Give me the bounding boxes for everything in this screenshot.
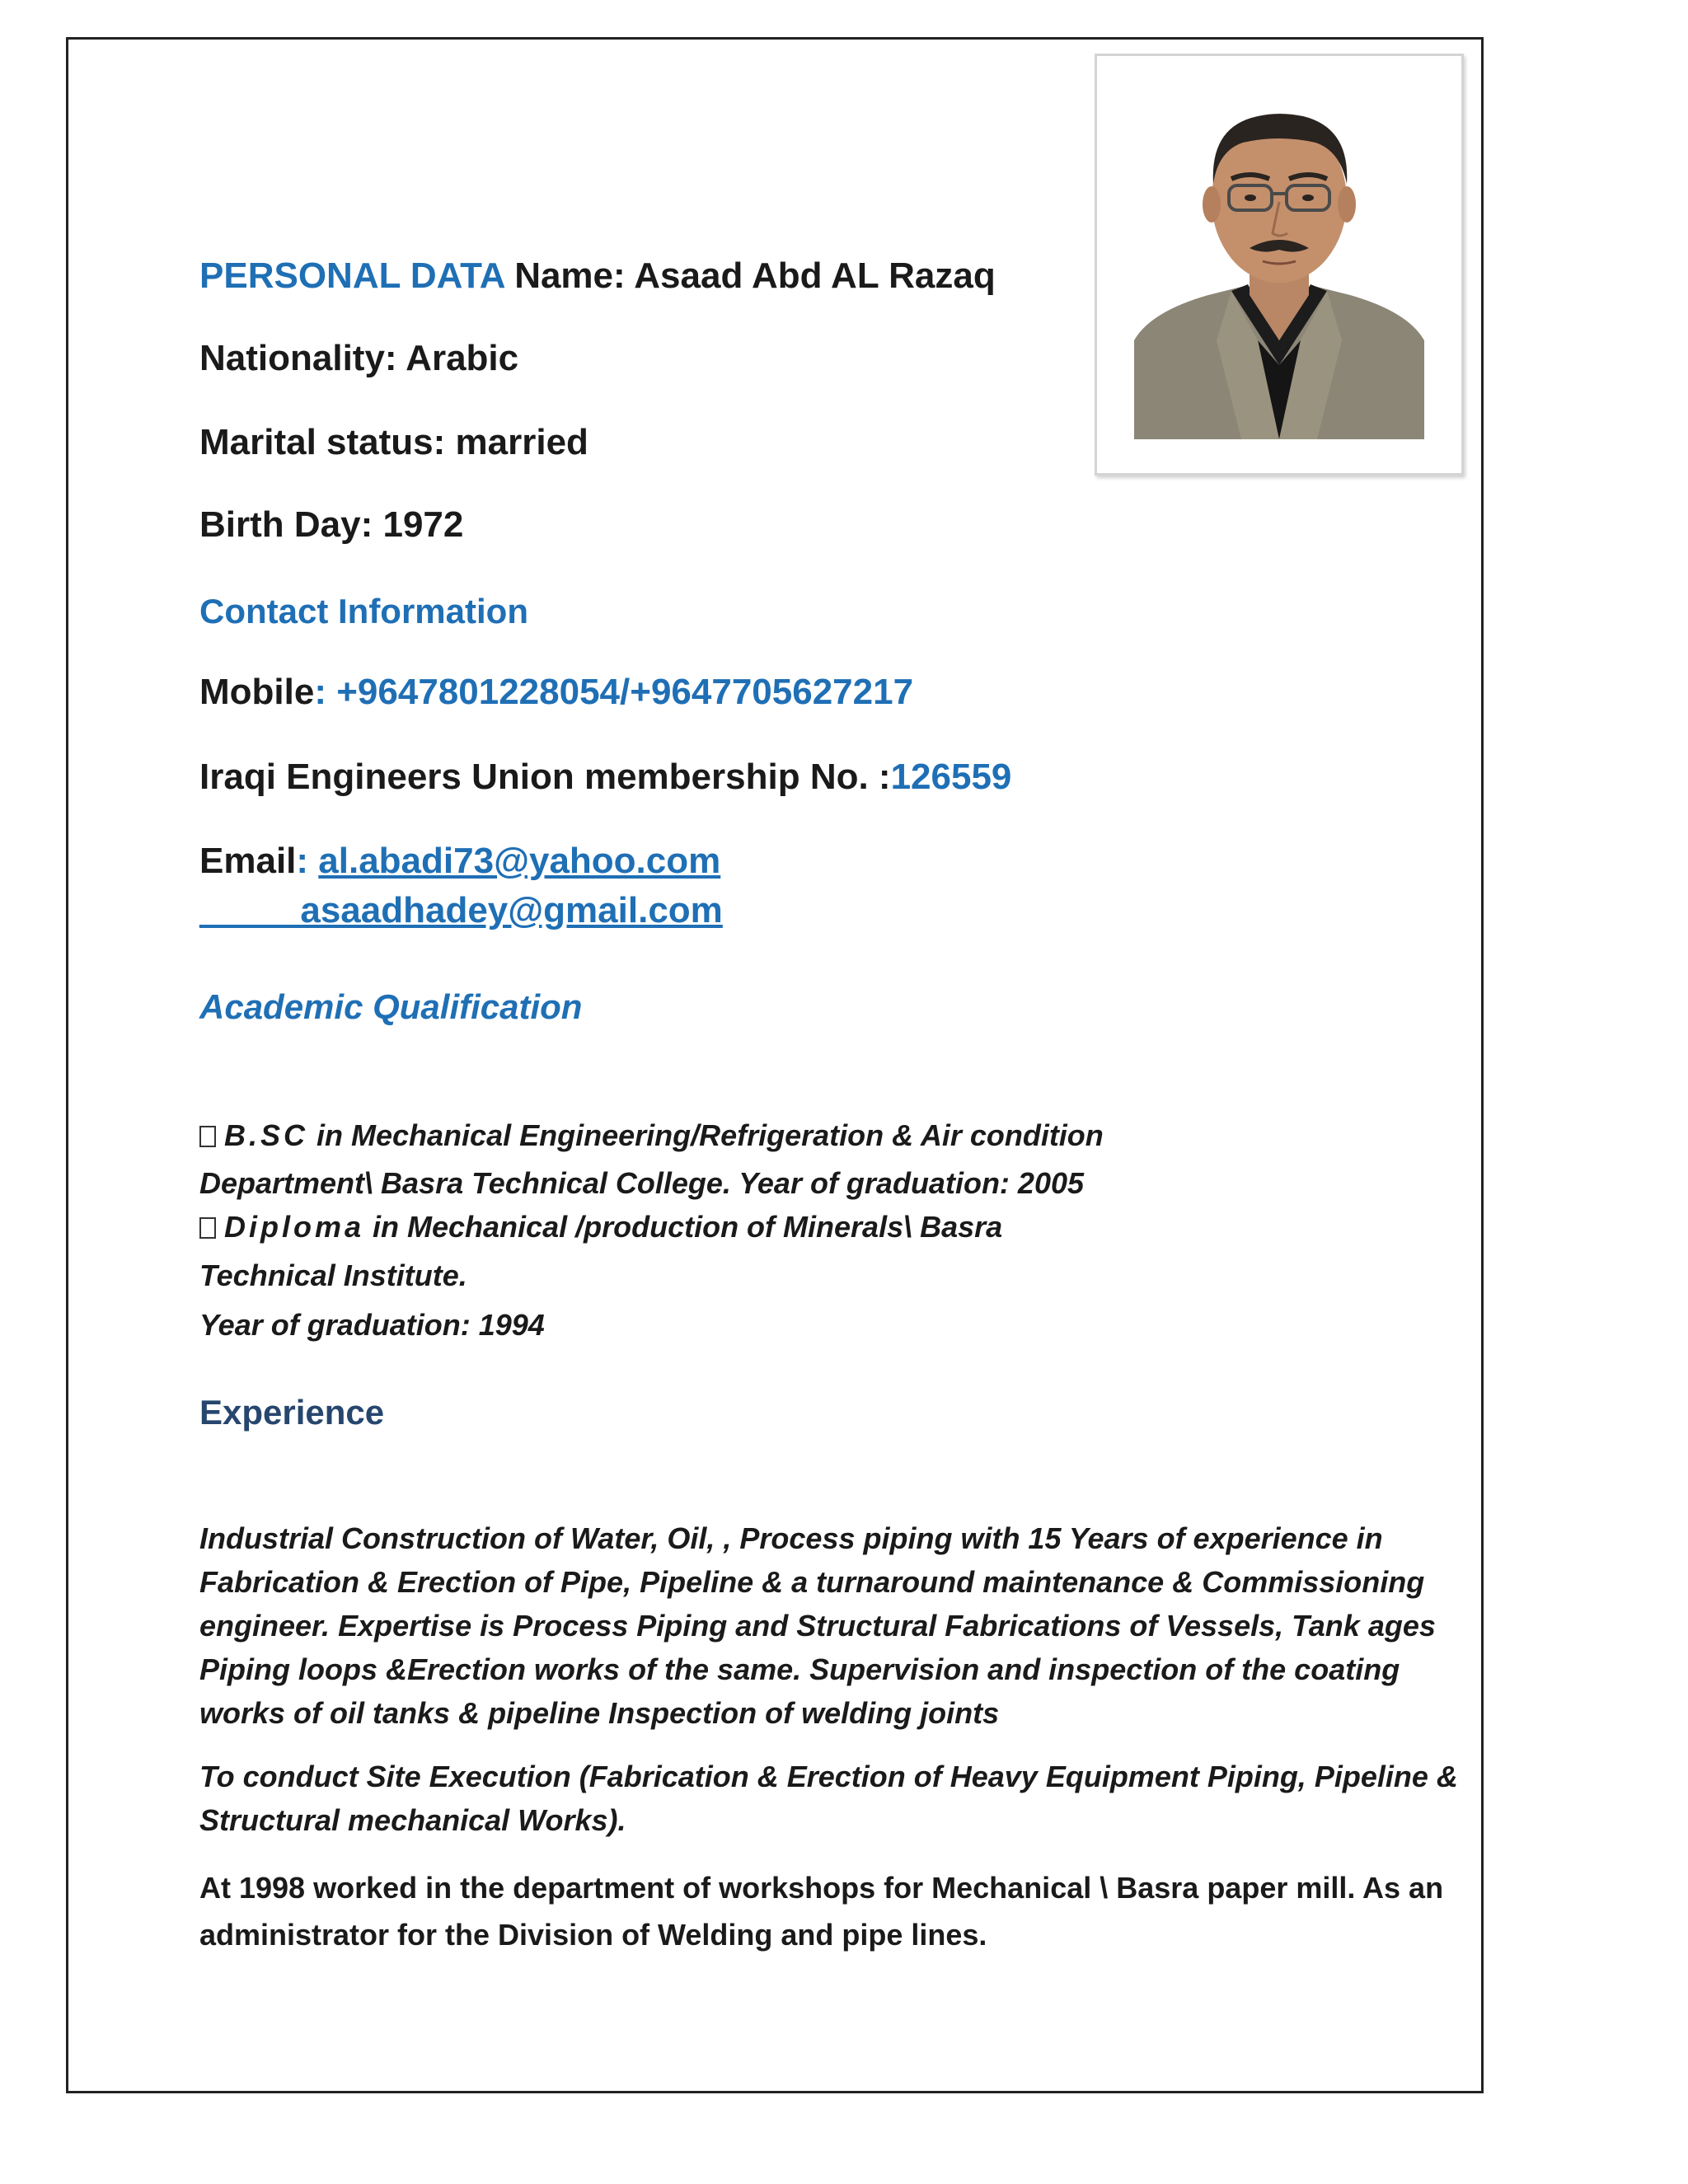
academic-item-2-text: in Mechanical /production of Minerals\ Basra <box>364 1210 1003 1244</box>
email-label: Email <box>199 841 297 881</box>
academic-item-1-text: in Mechanical Engineering/Refrigeration & Air condition <box>308 1118 1104 1152</box>
experience-paragraph-3: At 1998 worked in the department of workshops for Mechanical \ Basra paper mill. As an administrator for the Division of Welding and pipe lines. <box>199 1871 1444 1952</box>
bullet-icon <box>199 1126 216 1147</box>
email-link-1[interactable]: al.abadi73@yahoo.com <box>318 841 721 881</box>
experience-heading: Experience <box>199 1393 385 1432</box>
degree-diploma: Diploma <box>224 1210 365 1244</box>
union-label: Iraqi Engineers Union membership No. : <box>199 757 891 797</box>
academic-item-1-text2: Department\ Basra Technical College. Year of graduation: 2005 <box>199 1166 1085 1200</box>
academic-item-2 <box>199 1210 1002 1244</box>
email-colon: : <box>296 841 319 881</box>
mobile-line <box>199 672 913 713</box>
birth-day: Birth Day: 1972 <box>199 504 464 545</box>
bullet-icon <box>199 1217 216 1239</box>
email-link-2[interactable]: _____asaadhadey@gmail.com <box>199 890 723 930</box>
profile-photo <box>1095 54 1464 476</box>
degree-bsc: B.SC <box>224 1118 309 1152</box>
name-value: Asaad Abd AL Razaq <box>634 255 996 296</box>
portrait-image <box>1134 93 1424 439</box>
mobile-label: Mobile <box>199 672 315 712</box>
marital-status: Marital status: married <box>199 422 588 462</box>
academic-item-2-text3: Year of graduation: 1994 <box>199 1308 545 1342</box>
mobile-value: : +9647801228054/+9647705627217 <box>314 672 914 712</box>
academic-item-1 <box>199 1118 1104 1153</box>
contact-heading: Contact Information <box>199 592 528 630</box>
experience-paragraph-2: To conduct Site Execution (Fabrication & Erection of Heavy Equipment Piping, Pipeline & Structural mechanical Works). <box>199 1760 1458 1837</box>
personal-name-line <box>199 255 996 297</box>
experience-paragraph-1: Industrial Construction of Water, Oil, , Process piping with 15 Years of experience in Fabrication & Erection of Pipe, Pipeline & a turnaround maintenance & Commissioning engineer. Expertise is Process Piping and Structural Fabrications of Vessels, Tank ages Piping loops &Erection works of the same. Supervision and inspection of the coating works of oil tanks & pipeline Inspection of welding joints <box>199 1521 1436 1730</box>
union-line <box>199 757 1011 798</box>
personal-data-heading: PERSONAL DATA <box>199 255 504 296</box>
name-label: Name: <box>514 255 626 296</box>
academic-item-2-text2: Technical Institute. <box>199 1258 467 1292</box>
nationality: Nationality: Arabic <box>199 338 519 378</box>
email-line <box>199 841 720 882</box>
academic-heading: Academic Qualification <box>199 987 583 1026</box>
union-value: 126559 <box>890 757 1012 797</box>
